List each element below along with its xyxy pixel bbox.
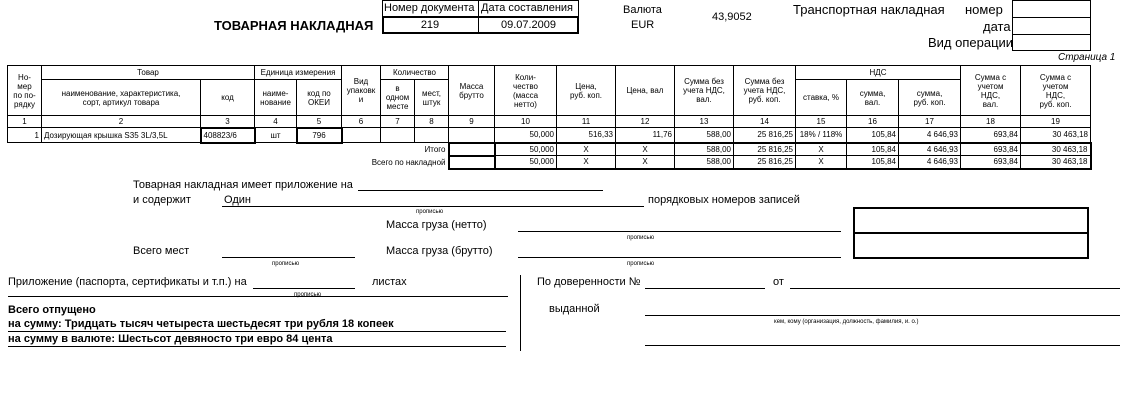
col-price-rub: Цена, руб. коп. <box>557 66 616 116</box>
row-price-val: 11,76 <box>616 128 675 143</box>
appendix-label: Приложение (паспорта, сертификаты и т.п.) на <box>8 276 247 288</box>
row-no: 1 <box>8 128 42 143</box>
released-label: Всего отпущено <box>8 304 96 316</box>
col-number: 5 <box>297 116 342 128</box>
net-mass-label: Масса груза (нетто) <box>386 219 487 231</box>
col-number: 17 <box>899 116 961 128</box>
row-sum-rub: 25 816,25 <box>734 128 796 143</box>
issued-hint: кем, кому (организация, должность, фамилия, и. о.) <box>774 319 919 325</box>
attachment-value: Один <box>224 194 251 206</box>
col-pack: Вид упаковк и <box>342 66 381 116</box>
transport-box <box>1012 0 1091 51</box>
col-vat: НДС <box>796 66 961 80</box>
page-title: ТОВАРНАЯ НАКЛАДНАЯ <box>214 18 374 33</box>
vsego-vat-rate: X <box>796 156 847 169</box>
row-pack <box>342 128 381 143</box>
itogo-vat-val: 105,84 <box>847 143 899 156</box>
doc-date-value: 09.07.2009 <box>500 19 557 31</box>
col-sum-val: Сумма без учета НДС, вал. <box>675 66 734 116</box>
col-number: 10 <box>495 116 557 128</box>
col-sum-rub: Сумма без учета НДС, руб. коп. <box>734 66 796 116</box>
col-unit: Единица измерения <box>255 66 342 80</box>
col-unit-name: наиме- нование <box>255 80 297 116</box>
row-okei: 796 <box>297 128 342 143</box>
vsego-gross <box>449 156 495 169</box>
currency-value: EUR <box>631 19 655 31</box>
vsego-vat-val: 105,84 <box>847 156 899 169</box>
transport-label: Транспортная накладная <box>793 2 945 17</box>
col-qty-places: мест, штук <box>415 80 449 116</box>
col-number: 9 <box>449 116 495 128</box>
transport-date-label: дата <box>983 19 1011 34</box>
itogo-sum-rub: 25 816,25 <box>734 143 796 156</box>
col-row-no: Но- мер по по- рядку <box>8 66 42 116</box>
itogo-sum-val: 588,00 <box>675 143 734 156</box>
goods-table <box>7 65 1092 170</box>
contains-label: и содержит <box>133 194 191 206</box>
row-code: 408823/6 <box>201 128 255 143</box>
doc-date-label: Дата составления <box>481 2 573 14</box>
col-net: Коли- чество (масса нетто) <box>495 66 557 116</box>
itogo-vat-rate: X <box>796 143 847 156</box>
col-number: 8 <box>415 116 449 128</box>
propisyu-hint: прописью <box>627 235 655 241</box>
row-gross <box>449 128 495 143</box>
col-number: 12 <box>616 116 675 128</box>
proxy-from-label: от <box>773 276 784 288</box>
vsego-vat-rub: 4 646,93 <box>899 156 961 169</box>
col-qty-one: в одном месте <box>381 80 415 116</box>
vsego-net: 50,000 <box>495 156 557 169</box>
vsego-total-rub: 30 463,18 <box>1021 156 1091 169</box>
propisyu-hint: прописью <box>627 261 655 267</box>
col-vat-rate: ставка, % <box>796 80 847 116</box>
row-vat-rub: 4 646,93 <box>899 128 961 143</box>
proxy-label: По доверенности № <box>537 276 641 288</box>
vsego-total-val: 693,84 <box>961 156 1021 169</box>
row-name: Дозирующая крышка S35 3L/3,5L <box>42 128 201 143</box>
col-number: 1 <box>8 116 42 128</box>
itogo-total-rub: 30 463,18 <box>1021 143 1091 156</box>
itogo-label: Итого <box>424 145 446 154</box>
currency-label: Валюта <box>623 4 662 16</box>
col-goods-name: наименование, характеристика, сорт, артикул товара <box>42 80 201 116</box>
row-vat-val: 105,84 <box>847 128 899 143</box>
col-number: 6 <box>342 116 381 128</box>
row-vat-rate: 18% / 118% <box>796 128 847 143</box>
itogo-vat-rub: 4 646,93 <box>899 143 961 156</box>
vsego-row <box>8 156 1091 169</box>
col-number: 7 <box>381 116 415 128</box>
itogo-price-val: X <box>616 143 675 156</box>
column-numbers-row <box>8 116 1091 128</box>
col-price-val: Цена, вал <box>616 66 675 116</box>
row-total-val: 693,84 <box>961 128 1021 143</box>
col-number: 18 <box>961 116 1021 128</box>
itogo-total-val: 693,84 <box>961 143 1021 156</box>
records-label: порядковых номеров записей <box>648 194 800 206</box>
row-total-rub: 30 463,18 <box>1021 128 1091 143</box>
gross-mass-label: Масса груза (брутто) <box>386 245 493 257</box>
col-number: 11 <box>557 116 616 128</box>
doc-number-label: Номер документа <box>384 2 475 14</box>
operation-label: Вид операции <box>928 35 1014 50</box>
row-qty-places <box>415 128 449 143</box>
row-price-rub: 516,33 <box>557 128 616 143</box>
col-vat-rub: сумма, руб. коп. <box>899 80 961 116</box>
places-label: Всего мест <box>133 245 190 257</box>
col-vat-val: сумма, вал. <box>847 80 899 116</box>
row-unit: шт <box>255 128 297 143</box>
itogo-price-rub: X <box>557 143 616 156</box>
col-qty: Количество <box>381 66 449 80</box>
propisyu-hint: прописью <box>272 261 300 267</box>
propisyu-hint: прописью <box>416 209 444 215</box>
sheets-label: листах <box>372 276 407 288</box>
doc-header-box <box>382 0 579 17</box>
row-net: 50,000 <box>495 128 557 143</box>
sum-in-words: на сумму: Тридцать тысяч четыреста шестьдесят три рубля 18 копеек <box>8 318 394 330</box>
col-total-val: Сумма с учетом НДС, вал. <box>961 66 1021 116</box>
vsego-label: Всего по накладной <box>371 157 446 167</box>
itogo-net: 50,000 <box>495 143 557 156</box>
vsego-price-val: X <box>616 156 675 169</box>
table-row <box>8 128 1091 143</box>
vsego-sum-val: 588,00 <box>675 156 734 169</box>
doc-number-value: 219 <box>420 19 440 31</box>
sum-in-currency: на сумму в валюте: Шестьсот девяносто три евро 84 цента <box>8 333 333 345</box>
col-number: 2 <box>42 116 201 128</box>
col-goods: Товар <box>42 66 255 80</box>
transport-number-label: номер <box>965 2 1003 17</box>
col-gross: Масса брутто <box>449 66 495 116</box>
col-number: 16 <box>847 116 899 128</box>
vsego-price-rub: X <box>557 156 616 169</box>
issued-label: выданной <box>549 303 600 315</box>
col-number: 3 <box>201 116 255 128</box>
page-number: Страница 1 <box>1058 52 1116 63</box>
itogo-gross <box>449 143 495 156</box>
row-qty-one <box>381 128 415 143</box>
col-number: 13 <box>675 116 734 128</box>
col-total-rub: Сумма с учетом НДС, руб. коп. <box>1021 66 1091 116</box>
col-goods-code: код <box>201 80 255 116</box>
col-number: 4 <box>255 116 297 128</box>
vsego-sum-rub: 25 816,25 <box>734 156 796 169</box>
col-number: 19 <box>1021 116 1091 128</box>
col-number: 14 <box>734 116 796 128</box>
col-unit-okei: код по ОКЕИ <box>297 80 342 116</box>
attachment-label: Товарная накладная имеет приложение на <box>133 179 353 191</box>
exchange-rate: 43,9052 <box>712 11 752 23</box>
row-sum-val: 588,00 <box>675 128 734 143</box>
col-number: 15 <box>796 116 847 128</box>
itogo-row <box>8 143 1091 156</box>
propisyu-hint: прописью <box>294 292 322 298</box>
